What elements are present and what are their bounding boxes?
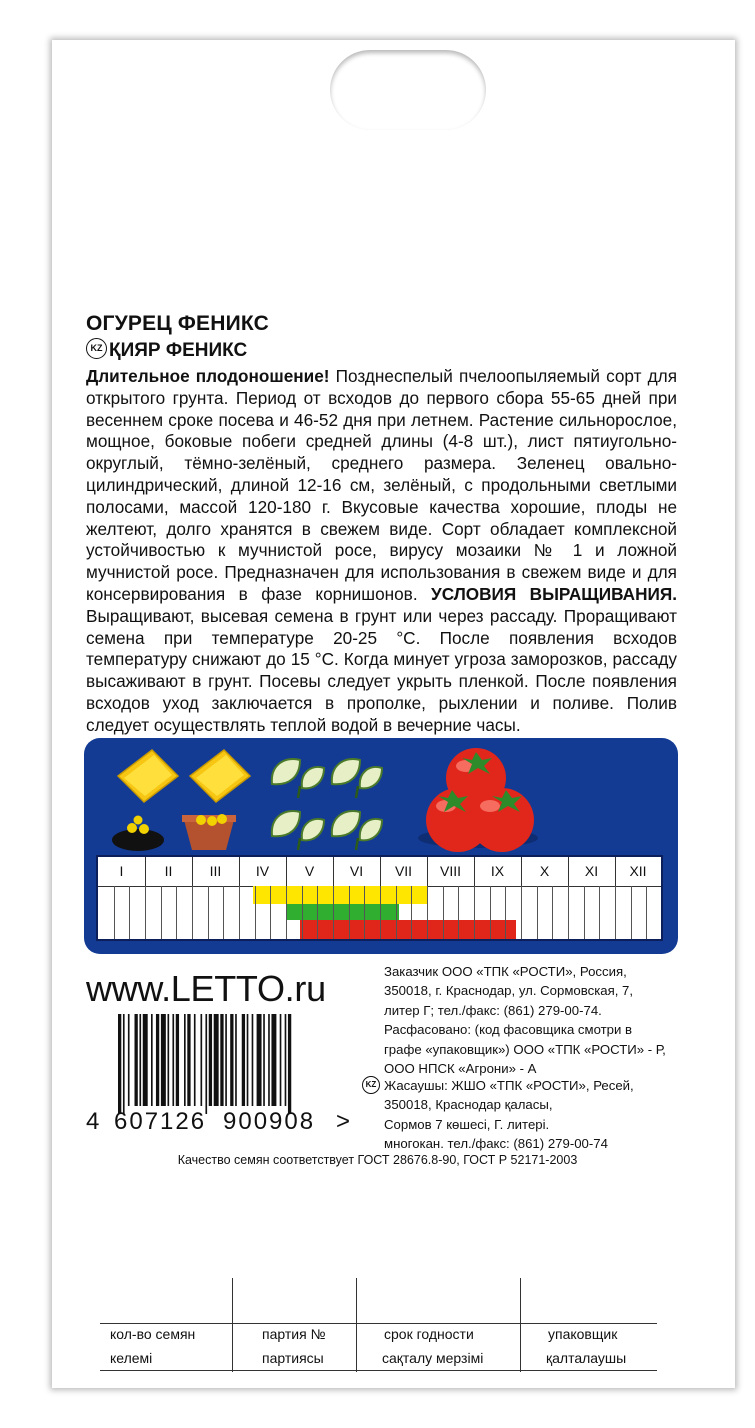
barcode-stripe (271, 1014, 276, 1106)
barcode-stripe (205, 1014, 207, 1114)
month-separator (239, 857, 240, 886)
sowing-period-bar (253, 886, 427, 904)
month-label: V (304, 863, 315, 879)
decade-tick (239, 886, 240, 939)
decade-tick (474, 886, 475, 939)
month-label: III (209, 863, 222, 879)
packer-label: упаковщик (548, 1326, 618, 1342)
barcode-stripe (220, 1014, 223, 1106)
barcode-stripe (230, 1014, 233, 1106)
barcode-stripe (139, 1014, 141, 1106)
decade-tick (192, 886, 193, 939)
kz-contact-line: 350018, Краснодар қаласы, (384, 1097, 553, 1113)
month-label: VI (349, 863, 364, 879)
decade-tick (443, 886, 444, 939)
barcode-stripe (225, 1014, 227, 1106)
label-row-line (100, 1323, 657, 1324)
decade-tick (505, 886, 506, 939)
barcode-stripe (151, 1014, 153, 1106)
decade-tick (161, 886, 162, 939)
seedlings-period-bar (286, 904, 399, 920)
decade-tick (411, 886, 412, 939)
barcode-stripe (263, 1014, 265, 1106)
barcode-stripe (187, 1014, 190, 1106)
decade-tick (223, 886, 224, 939)
decade-tick (615, 886, 616, 939)
tomato-harvest-icon (418, 748, 538, 852)
barcode-digit-suffix: > (336, 1108, 353, 1135)
barcode-stripe (201, 1014, 203, 1106)
barcode-stripe (194, 1014, 196, 1106)
seed-packet-sowing-ground-icon (112, 750, 178, 851)
month-separator (568, 857, 569, 886)
barcode-stripe (161, 1014, 166, 1106)
barcode-digit-left: 607126 (114, 1108, 207, 1135)
decade-tick (552, 886, 553, 939)
barcode-stripe (252, 1014, 254, 1106)
barcode-stripe (214, 1014, 219, 1106)
expiry-date-label: срок годности (384, 1326, 474, 1342)
barcode-stripe (268, 1014, 270, 1106)
contact-line: ООО НПСК «Агрони» - А (384, 1061, 537, 1077)
label-divider (520, 1278, 521, 1372)
decade-tick (286, 886, 287, 939)
contact-line: Расфасовано: (код фасовщика смотри в (384, 1022, 633, 1038)
label-divider (356, 1278, 357, 1372)
batch-number-label-kz: партиясы (262, 1350, 324, 1366)
barcode (118, 1014, 338, 1114)
conditions-heading: УСЛОВИЯ ВЫРАЩИВАНИЯ. (431, 583, 677, 604)
decade-tick (208, 886, 209, 939)
contact-line: графе «упаковщик») ООО «ТПК «РОСТИ» - Р, (384, 1041, 666, 1057)
barcode-stripe (143, 1014, 148, 1106)
barcode-stripe (168, 1014, 170, 1106)
month-label: X (539, 863, 550, 879)
month-separator (474, 857, 475, 886)
barcode-stripe (235, 1014, 237, 1106)
month-separator (192, 857, 193, 886)
month-separator (427, 857, 428, 886)
expiry-date-label-kz: сақталу мерзімі (382, 1350, 484, 1366)
decade-tick (255, 886, 256, 939)
description-text: Позднеспелый пчелоопыляемый сорт для открытого грунта. Период от всходов до первого сбора 55-65 дней при весеннем сроке посева и 46-52 дня при летнем. Растение сильнорослое, мощное, боковые побеги средней длины (4-8 шт.), лист пятиугольно-округлый, тёмно-зелёный, среднего размера. Зеленец овально-цилиндрический, длиной 12-16 см, зелёный, с продольными светлыми полосами, массой 120-180 г. Вкусовые качества хорошие, плоды не желтеют, долго хранятся в свежем виде. Сорт обладает комплексной устойчивостью к мучнистой росе, вирусу мозаики № 1 и ложной мучнистой росе. Предназначен для использования в свежем виде и для консервирования в фазе корнишонов. (86, 366, 677, 604)
decade-tick (537, 886, 538, 939)
kz-contact-line: Жасаушы: ЖШО «ТПК «РОСТИ», Ресей, (384, 1078, 634, 1093)
decade-tick (490, 886, 491, 939)
decade-tick (333, 886, 334, 939)
product-title: ОГУРЕЦ ФЕНИКС (86, 312, 269, 335)
month-separator (615, 857, 616, 886)
barcode-stripe (209, 1014, 212, 1106)
decade-tick (114, 886, 115, 939)
quality-standard-note: Качество семян соответствует ГОСТ 28676.8-90, ГОСТ Р 52171-2003 (177, 1153, 578, 1167)
decade-tick (129, 886, 130, 939)
decade-tick (427, 886, 428, 939)
decade-tick (302, 886, 303, 939)
contact-line: Заказчик ООО «ТПК «РОСТИ», Россия, (384, 964, 627, 979)
label-divider (232, 1278, 233, 1372)
decade-tick (599, 886, 600, 939)
barcode-stripe (288, 1014, 291, 1114)
decade-tick (646, 886, 647, 939)
label-row-line (100, 1370, 657, 1371)
kz-contact-line: многокан. тел./факс: (861) 279-00-74 (384, 1136, 608, 1152)
seed-packet-sowing-pot-icon (182, 750, 250, 850)
customer-contacts (384, 962, 684, 1078)
kz-language-badge: KZ (86, 338, 107, 359)
decade-tick (396, 886, 397, 939)
kz-language-badge: KZ (362, 1076, 380, 1094)
decade-tick (349, 886, 350, 939)
month-label: IV (255, 863, 270, 879)
description-lead: Длительное плодоношение! (86, 366, 330, 386)
batch-number-label: партия № (262, 1326, 326, 1342)
barcode-digit-prefix: 4 (86, 1108, 102, 1135)
month-label: IX (490, 863, 505, 879)
barcode-stripe (128, 1014, 130, 1106)
month-label: XI (584, 863, 599, 879)
barcode-stripe (257, 1014, 262, 1106)
packer-label-kz: қалталаушы (546, 1350, 627, 1366)
barcode-stripe (184, 1014, 186, 1106)
conditions-text: Выращивают, высевая семена в грунт или через рассаду. Проращивают семена при температуре 20-25 °С. После появления всходов температуру снижают до 15 °С. Когда минует угроза заморозков, рассаду высаживают в грунт. Посевы следует укрыть пленкой. После появления всходов уход заключается в прополке, рыхлении и поливе. Полив следует осуществлять теплой водой в вечерние часы. (86, 605, 677, 735)
month-label: VII (394, 863, 413, 879)
barcode-stripe (118, 1014, 121, 1114)
seedling-leaves-icon (272, 759, 382, 850)
month-separator (333, 857, 334, 886)
growing-calendar-table (96, 855, 663, 941)
decade-tick (364, 886, 365, 939)
decade-tick (584, 886, 585, 939)
kz-contact-line: Сормов 7 көшесі, Г. литері. (384, 1116, 550, 1132)
seed-count-label: кол-во семян (110, 1326, 196, 1342)
barcode-digit-right: 900908 (223, 1108, 316, 1135)
barcode-stripe (123, 1014, 125, 1114)
planting-gap-bar (399, 904, 427, 920)
decade-tick (145, 886, 146, 939)
decade-tick (458, 886, 459, 939)
decade-tick (270, 886, 271, 939)
barcode-stripe (280, 1014, 282, 1106)
product-title-kz-text: ҚИЯР ФЕНИКС (109, 340, 248, 361)
decade-tick (176, 886, 177, 939)
month-separator (380, 857, 381, 886)
month-label: VIII (439, 863, 461, 879)
month-label: II (164, 863, 173, 879)
contact-line: 350018, г. Краснодар, ул. Сормовская, 7, (384, 983, 634, 999)
barcode-stripe (242, 1014, 245, 1106)
website-url[interactable]: www.LETTO.ru (86, 968, 326, 1009)
decade-tick (568, 886, 569, 939)
decade-tick (380, 886, 381, 939)
barcode-stripe (247, 1014, 249, 1106)
month-separator (521, 857, 522, 886)
month-label: XII (629, 863, 647, 879)
month-separator (286, 857, 287, 886)
barcode-stripe (176, 1014, 179, 1106)
decade-tick (317, 886, 318, 939)
contact-line: литер Г; тел./факс: (861) 279-00-74. (384, 1002, 602, 1018)
barcode-stripe (172, 1014, 174, 1106)
manufacturer-contacts-kz (362, 1076, 682, 1154)
decade-tick (521, 886, 522, 939)
decade-tick (631, 886, 632, 939)
barcode-stripe (135, 1014, 138, 1106)
seed-count-label-kz: келемі (110, 1350, 153, 1366)
month-label: I (119, 863, 124, 879)
barcode-stripe (285, 1014, 287, 1106)
barcode-stripe (156, 1014, 159, 1106)
month-separator (145, 857, 146, 886)
